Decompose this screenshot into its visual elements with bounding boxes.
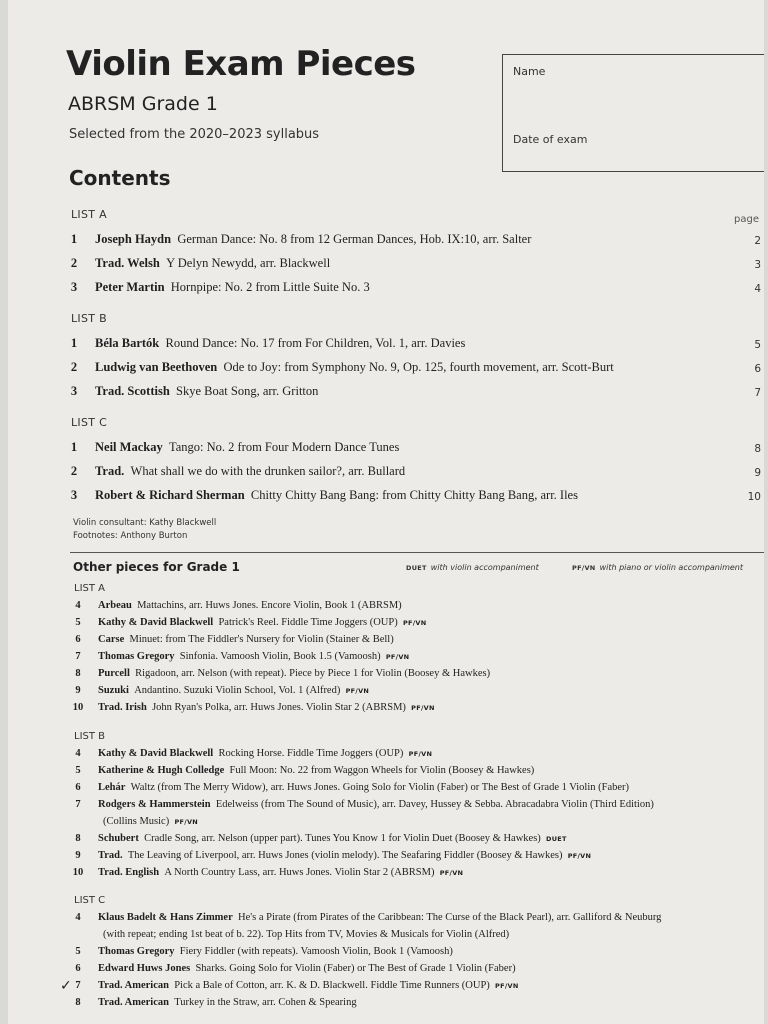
item-number: 6	[75, 634, 81, 645]
accompaniment-tag: DUET	[546, 835, 567, 843]
item-number: 9	[75, 685, 81, 696]
item-number: 4	[75, 912, 81, 923]
page-subtitle: ABRSM Grade 1	[68, 93, 218, 115]
item-description: Rocking Horse. Fiddle Time Joggers (OUP)	[218, 748, 404, 759]
item-composer: Trad. Welsh	[95, 256, 160, 270]
pfvn-legend-text: with piano or violin accompaniment	[599, 563, 744, 572]
contents-list-c-label: LIST C	[71, 416, 108, 429]
item-text	[98, 799, 654, 810]
item-number: 7	[75, 980, 81, 991]
item-composer: Klaus Badelt & Hans Zimmer	[98, 912, 233, 923]
item-composer: Rodgers & Hammerstein	[98, 799, 211, 810]
item-page: 8	[754, 443, 761, 455]
item-text	[98, 748, 436, 759]
item-composer: Trad. American	[98, 997, 169, 1008]
item-number: 7	[75, 799, 81, 810]
item-composer: Ludwig van Beethoven	[95, 360, 218, 374]
accompaniment-tag: PF/VN	[495, 982, 519, 990]
item-text	[103, 816, 202, 827]
item-composer: Purcell	[98, 668, 130, 679]
item-composer: Béla Bartók	[95, 336, 160, 350]
item-page: 4	[754, 283, 761, 295]
item-description: Andantino. Suzuki Violin School, Vol. 1 (Alfred)	[134, 685, 341, 696]
item-number: 4	[75, 748, 81, 759]
item-description: Edelweiss (from The Sound of Music), arr. Davey, Hussey & Sebba. Abracadabra Violin (Third Edition)	[215, 799, 654, 810]
item-description: Minuet: from The Fiddler's Nursery for Violin (Stainer & Bell)	[129, 634, 394, 645]
credit-consultant: Violin consultant: Kathy Blackwell	[73, 518, 217, 528]
page-column-header: page	[734, 214, 759, 225]
item-number: 1	[70, 232, 78, 246]
item-title: Round Dance: No. 17 from For Children, Vol. 1, arr. Davies	[165, 336, 466, 350]
item-text	[98, 685, 373, 696]
item-number: 5	[75, 765, 81, 776]
legend-duet	[406, 563, 539, 572]
item-composer: Lehár	[98, 782, 126, 793]
item-number: 7	[75, 651, 81, 662]
item-description: Patrick's Reel. Fiddle Time Joggers (OUP)	[218, 617, 398, 628]
item-description: Waltz (from The Merry Widow), arr. Huws Jones. Going Solo for Violin (Faber) or The Best of Grade 1 Violin (Faber)	[130, 782, 630, 793]
check-mark: ✓	[60, 978, 72, 994]
item-description: (with repeat; ending 1st beat of b. 22). Top Hits from TV, Movies & Musicals for Violin (Alfred)	[103, 929, 510, 940]
item-title: Hornpipe: No. 2 from Little Suite No. 3	[170, 280, 370, 294]
item-page: 9	[754, 467, 761, 479]
item-page: 3	[754, 259, 761, 271]
item-description: A North Country Lass, arr. Huws Jones. Violin Star 2 (ABRSM)	[164, 867, 435, 878]
item-text	[98, 867, 467, 878]
duet-legend-text: with violin accompaniment	[430, 563, 539, 572]
item-page: 7	[754, 387, 761, 399]
item-description: Turkey in the Straw, arr. Cohen & Spearing	[174, 997, 357, 1008]
pfvn-tag: PF/VN	[572, 564, 596, 572]
item-text	[98, 833, 571, 844]
item-number: 2	[70, 464, 78, 478]
name-date-box	[502, 54, 764, 172]
contents-list-a-label: LIST A	[71, 208, 107, 221]
item-text	[98, 651, 413, 662]
item-text	[103, 929, 509, 940]
item-text	[98, 980, 523, 991]
accompaniment-tag: PF/VN	[402, 619, 427, 627]
name-label: Name	[513, 65, 546, 78]
item-number: 1	[70, 440, 78, 454]
item-text	[98, 997, 357, 1008]
duet-tag: DUET	[406, 564, 427, 572]
item-description: Rigadoon, arr. Nelson (with repeat). Piece by Piece 1 for Violin (Boosey & Hawkes)	[135, 668, 491, 679]
document-page	[8, 0, 764, 1024]
accompaniment-tag: PF/VN	[439, 869, 464, 877]
item-composer: Joseph Haydn	[95, 232, 172, 246]
item-text	[98, 702, 439, 713]
item-composer: Trad.	[95, 464, 125, 478]
item-description: Pick a Bale of Cotton, arr. K. & D. Blackwell. Fiddle Time Runners (OUP)	[174, 980, 490, 991]
page-title: Violin Exam Pieces	[66, 44, 416, 84]
item-title: Y Delyn Newydd, arr. Blackwell	[166, 256, 331, 270]
item-composer: Kathy & David Blackwell	[98, 748, 214, 759]
accompaniment-tag: PF/VN	[408, 750, 433, 758]
date-label: Date of exam	[513, 133, 588, 146]
item-description: John Ryan's Polka, arr. Huws Jones. Violin Star 2 (ABRSM)	[152, 702, 406, 713]
other-list-label: LIST A	[74, 583, 105, 594]
item-composer: Trad. English	[98, 867, 160, 878]
item-text	[98, 963, 516, 974]
accompaniment-tag: PF/VN	[567, 852, 592, 860]
item-number: 8	[75, 997, 81, 1008]
item-text	[98, 668, 490, 679]
item-composer: Trad. Irish	[98, 702, 147, 713]
item-title: What shall we do with the drunken sailor?, arr. Bullard	[130, 464, 406, 478]
item-number: 6	[75, 963, 81, 974]
item-title: Chitty Chitty Bang Bang: from Chitty Chitty Bang Bang, arr. Iles	[250, 488, 578, 502]
other-pieces-heading: Other pieces for Grade 1	[73, 560, 240, 574]
item-description: (Collins Music)	[103, 816, 170, 827]
item-number: 10	[72, 702, 84, 713]
item-page: 10	[747, 491, 761, 503]
item-description: Full Moon: No. 22 from Waggon Wheels for Violin (Boosey & Hawkes)	[229, 765, 535, 776]
item-description: Sharks. Going Solo for Violin (Faber) or The Best of Grade 1 Violin (Faber)	[195, 963, 516, 974]
item-number: 3	[70, 488, 78, 502]
accompaniment-tag: PF/VN	[385, 653, 410, 661]
item-composer: Katherine & Hugh Colledge	[98, 765, 225, 776]
item-composer: Arbeau	[98, 600, 132, 611]
item-description: Fiery Fiddler (with repeats). Vamoosh Violin, Book 1 (Vamoosh)	[179, 946, 453, 957]
contents-heading: Contents	[69, 166, 171, 190]
item-composer: Robert & Richard Sherman	[95, 488, 245, 502]
credit-footnotes: Footnotes: Anthony Burton	[73, 531, 188, 541]
item-title: Ode to Joy: from Symphony No. 9, Op. 125, fourth movement, arr. Scott-Burt	[223, 360, 614, 374]
item-text	[98, 600, 402, 611]
item-composer: Trad.	[98, 850, 123, 861]
other-list-label: LIST B	[74, 731, 106, 742]
item-number: 4	[75, 600, 81, 611]
item-number: 2	[70, 360, 78, 374]
item-number: 8	[75, 668, 81, 679]
item-title: German Dance: No. 8 from 12 German Dances, Hob. IX:10, arr. Salter	[177, 232, 532, 246]
accompaniment-tag: PF/VN	[411, 704, 435, 712]
accompaniment-tag: PF/VN	[345, 687, 370, 695]
item-composer: Edward Huws Jones	[98, 963, 191, 974]
item-text	[98, 765, 534, 776]
item-page: 6	[754, 363, 761, 375]
item-number: 8	[75, 833, 81, 844]
legend-pfvn	[572, 563, 743, 572]
section-divider	[70, 552, 764, 553]
syllabus-note: Selected from the 2020–2023 syllabus	[69, 127, 320, 142]
other-list-label: LIST C	[74, 895, 106, 906]
item-description: He's a Pirate (from Pirates of the Caribbean: The Curse of the Black Pearl), arr. Galliford & Neuburg	[238, 912, 662, 923]
item-number: 3	[70, 280, 78, 294]
item-page: 5	[754, 339, 761, 351]
item-description: The Leaving of Liverpool, arr. Huws Jones (violin melody). The Seafaring Fiddler (Boosey & Hawkes)	[127, 850, 563, 861]
item-title: Skye Boat Song, arr. Gritton	[176, 384, 319, 398]
item-composer: Thomas Gregory	[98, 651, 175, 662]
item-text	[98, 912, 661, 923]
item-number: 5	[75, 617, 81, 628]
item-description: Mattachins, arr. Huws Jones. Encore Violin, Book 1 (ABRSM)	[137, 600, 402, 611]
item-composer: Neil Mackay	[95, 440, 163, 454]
item-composer: Peter Martin	[95, 280, 165, 294]
item-text	[98, 634, 394, 645]
item-number: 5	[75, 946, 81, 957]
item-number: 1	[70, 336, 78, 350]
item-composer: Thomas Gregory	[98, 946, 175, 957]
item-description: Cradle Song, arr. Nelson (upper part). Tunes You Know 1 for Violin Duet (Boosey & Hawkes)	[144, 833, 541, 844]
item-composer: Suzuki	[98, 685, 129, 696]
contents-list-b-label: LIST B	[71, 312, 107, 325]
item-text	[98, 617, 431, 628]
item-number: 9	[75, 850, 81, 861]
item-composer: Trad. American	[98, 980, 169, 991]
item-composer: Kathy & David Blackwell	[98, 617, 214, 628]
item-number: 10	[72, 867, 84, 878]
item-composer: Trad. Scottish	[95, 384, 170, 398]
item-title: Tango: No. 2 from Four Modern Dance Tunes	[168, 440, 400, 454]
item-number: 6	[75, 782, 81, 793]
item-description: Sinfonia. Vamoosh Violin, Book 1.5 (Vamoosh)	[179, 651, 381, 662]
item-number: 3	[70, 384, 78, 398]
item-page: 2	[754, 235, 761, 247]
item-number: 2	[70, 256, 78, 270]
item-text	[98, 782, 629, 793]
accompaniment-tag: PF/VN	[174, 818, 199, 826]
item-composer: Carse	[98, 634, 125, 645]
item-composer: Schubert	[98, 833, 139, 844]
item-text	[98, 946, 453, 957]
item-text	[98, 850, 595, 861]
